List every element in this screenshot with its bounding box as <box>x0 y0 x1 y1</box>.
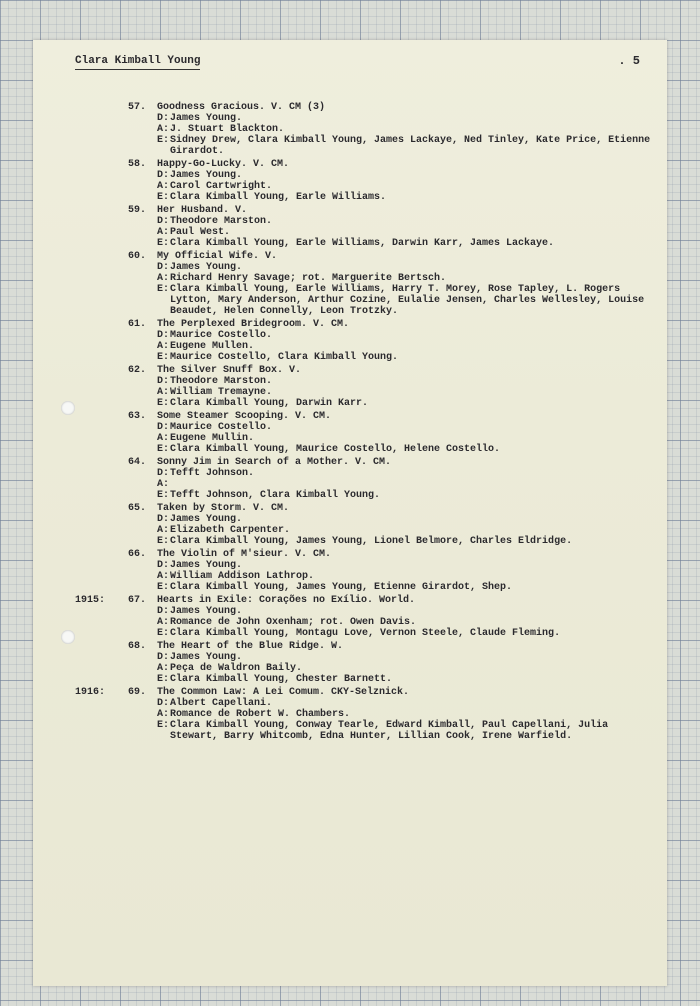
credit-label: E: <box>157 674 170 685</box>
entry-author-row <box>157 571 667 582</box>
credit-label: E: <box>157 284 170 295</box>
credit-value: Clara Kimball Young, Earle Williams, Darwin Karr, James Lackaye. <box>170 238 555 249</box>
entry-author-row <box>157 181 667 192</box>
entry-author-row <box>157 433 667 444</box>
entry-number: 59. <box>128 205 147 216</box>
film-entry <box>33 205 667 249</box>
credit-value: Maurice Costello. <box>170 330 273 341</box>
credit-value: Clara Kimball Young, Chester Barnett. <box>170 674 393 685</box>
credit-value: James Young. <box>170 514 243 525</box>
entry-cast-row <box>157 192 667 203</box>
credit-label: A: <box>157 227 170 238</box>
entry-title: Her Husband. V. <box>157 205 248 216</box>
credit-value: Clara Kimball Young, Earle Williams, Harry T. Morey, Rose Tapley, L. Rogers Lytton, Mary Anderson, Arthur Cozine, Eulalie Jensen, Charles Wellesley, Louise Beaudet, Helen Connelly, Leon Trotzky. <box>170 284 645 317</box>
credit-label: E: <box>157 135 170 146</box>
credit-value: Clara Kimball Young, Maurice Costello, Helene Costello. <box>170 444 501 455</box>
credit-value: Richard Henry Savage; rot. Marguerite Bertsch. <box>170 273 447 284</box>
entry-cast-row <box>157 720 667 742</box>
document-title: Clara Kimball Young <box>75 55 200 70</box>
credit-value: Maurice Costello. <box>170 422 273 433</box>
entry-director-row <box>157 560 667 571</box>
entry-author-row <box>157 479 667 490</box>
credit-label: D: <box>157 216 170 227</box>
film-entry <box>33 595 667 639</box>
credit-value: Peça de Waldron Baily. <box>170 663 303 674</box>
entry-author-row <box>157 341 667 352</box>
credit-value: Tefft Johnson. <box>170 468 255 479</box>
credit-label: D: <box>157 262 170 273</box>
credit-label: E: <box>157 444 170 455</box>
entry-director-row <box>157 468 667 479</box>
entry-year: 1915: <box>75 595 106 606</box>
credit-label: A: <box>157 341 170 352</box>
entry-author-row <box>157 124 667 135</box>
credit-label: A: <box>157 525 170 536</box>
credit-label: D: <box>157 376 170 387</box>
credit-value: Clara Kimball Young, Earle Williams. <box>170 192 387 203</box>
credit-value: James Young. <box>170 606 243 617</box>
credit-label: D: <box>157 652 170 663</box>
credit-label: E: <box>157 628 170 639</box>
entry-cast-row <box>157 444 667 455</box>
credit-label: D: <box>157 330 170 341</box>
credit-value: Eugene Mullen. <box>170 341 255 352</box>
entry-title: My Official Wife. V. <box>157 251 278 262</box>
credit-label: A: <box>157 617 170 628</box>
entry-director-row <box>157 330 667 341</box>
entry-title: The Heart of the Blue Ridge. W. <box>157 641 344 652</box>
entry-director-row <box>157 422 667 433</box>
entry-number: 63. <box>128 411 147 422</box>
entry-number: 67. <box>128 595 147 606</box>
credit-value: James Young. <box>170 262 243 273</box>
credit-value: Carol Cartwright. <box>170 181 273 192</box>
credit-value <box>170 479 667 490</box>
entry-author-row <box>157 525 667 536</box>
entry-director-row <box>157 514 667 525</box>
film-entry <box>33 503 667 547</box>
credit-label: A: <box>157 124 170 135</box>
entry-number: 66. <box>128 549 147 560</box>
entry-author-row <box>157 709 667 720</box>
entry-number: 62. <box>128 365 147 376</box>
film-entry <box>33 411 667 455</box>
entry-number: 68. <box>128 641 147 652</box>
entry-director-row <box>157 652 667 663</box>
credit-value: Tefft Johnson, Clara Kimball Young. <box>170 490 381 501</box>
film-entry <box>33 549 667 593</box>
credit-value: William Addison Lathrop. <box>170 571 315 582</box>
film-entry <box>33 319 667 363</box>
credit-label: E: <box>157 720 170 731</box>
credit-value: James Young. <box>170 560 243 571</box>
credit-value: James Young. <box>170 170 243 181</box>
credit-value: Elizabeth Carpenter. <box>170 525 291 536</box>
credit-value: William Tremayne. <box>170 387 273 398</box>
credit-label: E: <box>157 352 170 363</box>
credit-value: Albert Capellani. <box>170 698 273 709</box>
credit-label: E: <box>157 238 170 249</box>
entry-number: 69. <box>128 687 147 698</box>
entry-author-row <box>157 227 667 238</box>
entry-number: 64. <box>128 457 147 468</box>
credit-label: E: <box>157 490 170 501</box>
credit-value: Clara Kimball Young, Conway Tearle, Edward Kimball, Paul Capellani, Julia Stewart, Barry Whitcomb, Edna Hunter, Lillian Cook, Irene Warfield. <box>170 720 609 742</box>
entry-number: 57. <box>128 102 147 113</box>
film-entry <box>33 102 667 157</box>
entry-director-row <box>157 698 667 709</box>
entry-title: Taken by Storm. V. CM. <box>157 503 290 514</box>
film-entry <box>33 159 667 203</box>
entry-cast-row <box>157 135 667 157</box>
film-entry <box>33 457 667 501</box>
entry-title: Hearts in Exile: Corações no Exílio. World. <box>157 595 416 606</box>
credit-label: A: <box>157 433 170 444</box>
credit-label: A: <box>157 663 170 674</box>
credit-label: E: <box>157 192 170 203</box>
entry-title: The Silver Snuff Box. V. <box>157 365 302 376</box>
entry-title: Sonny Jim in Search of a Mother. V. CM. <box>157 457 392 468</box>
credit-value: J. Stuart Blackton. <box>170 124 285 135</box>
entry-cast-row <box>157 490 667 501</box>
entry-title: Some Steamer Scooping. V. CM. <box>157 411 332 422</box>
credit-value: Romance de John Oxenham; rot. Owen Davis. <box>170 617 417 628</box>
credit-label: A: <box>157 273 170 284</box>
credit-label: D: <box>157 170 170 181</box>
credit-label: A: <box>157 479 170 490</box>
entry-author-row <box>157 387 667 398</box>
credit-label: E: <box>157 398 170 409</box>
entry-author-row <box>157 617 667 628</box>
entry-title: The Perplexed Bridegroom. V. CM. <box>157 319 350 330</box>
credit-label: A: <box>157 709 170 720</box>
credit-value: Maurice Costello, Clara Kimball Young. <box>170 352 399 363</box>
entry-director-row <box>157 170 667 181</box>
entry-cast-row <box>157 398 667 409</box>
credit-label: A: <box>157 387 170 398</box>
credit-value: Eugene Mullin. <box>170 433 255 444</box>
credit-value: Theodore Marston. <box>170 216 273 227</box>
credit-value: Clara Kimball Young, Montagu Love, Vernon Steele, Claude Fleming. <box>170 628 561 639</box>
credit-value: Clara Kimball Young, James Young, Lionel Belmore, Charles Eldridge. <box>170 536 573 547</box>
credit-value: Romance de Robert W. Chambers. <box>170 709 351 720</box>
entry-number: 60. <box>128 251 147 262</box>
film-entry <box>33 251 667 317</box>
credit-value: Theodore Marston. <box>170 376 273 387</box>
entry-director-row <box>157 216 667 227</box>
entry-title: Happy-Go-Lucky. V. CM. <box>157 159 290 170</box>
credit-label: E: <box>157 582 170 593</box>
entry-director-row <box>157 376 667 387</box>
credit-label: E: <box>157 536 170 547</box>
entry-director-row <box>157 113 667 124</box>
entry-cast-row <box>157 536 667 547</box>
entry-cast-row <box>157 628 667 639</box>
entry-title: The Violin of M'sieur. V. CM. <box>157 549 332 560</box>
entry-year: 1916: <box>75 687 106 698</box>
entry-cast-row <box>157 238 667 249</box>
entry-director-row <box>157 262 667 273</box>
credit-label: D: <box>157 606 170 617</box>
film-entry <box>33 365 667 409</box>
entry-cast-row <box>157 582 667 593</box>
credit-label: D: <box>157 560 170 571</box>
credit-value: Clara Kimball Young, Darwin Karr. <box>170 398 369 409</box>
entry-cast-row <box>157 284 667 317</box>
entry-author-row <box>157 663 667 674</box>
credit-value: Clara Kimball Young, James Young, Etienne Girardot, Shep. <box>170 582 513 593</box>
credit-value: Sidney Drew, Clara Kimball Young, James Lackaye, Ned Tinley, Kate Price, Etienne Girardot. <box>170 135 651 157</box>
entry-director-row <box>157 606 667 617</box>
entry-cast-row <box>157 352 667 363</box>
document-sheet <box>33 40 667 986</box>
credit-value: James Young. <box>170 652 243 663</box>
entry-number: 61. <box>128 319 147 330</box>
credit-label: D: <box>157 113 170 124</box>
entry-number: 65. <box>128 503 147 514</box>
filmography-list <box>33 102 667 744</box>
entry-title: Goodness Gracious. V. CM (3) <box>157 102 326 113</box>
credit-value: Paul West. <box>170 227 231 238</box>
credit-label: A: <box>157 571 170 582</box>
credit-label: D: <box>157 422 170 433</box>
film-entry <box>33 641 667 685</box>
credit-label: A: <box>157 181 170 192</box>
credit-label: D: <box>157 468 170 479</box>
entry-cast-row <box>157 674 667 685</box>
credit-value: James Young. <box>170 113 243 124</box>
film-entry <box>33 687 667 742</box>
credit-label: D: <box>157 698 170 709</box>
entry-author-row <box>157 273 667 284</box>
entry-title: The Common Law: A Lei Comum. CKY-Selznick. <box>157 687 410 698</box>
page-number: . 5 <box>618 54 640 68</box>
credit-label: D: <box>157 514 170 525</box>
entry-number: 58. <box>128 159 147 170</box>
